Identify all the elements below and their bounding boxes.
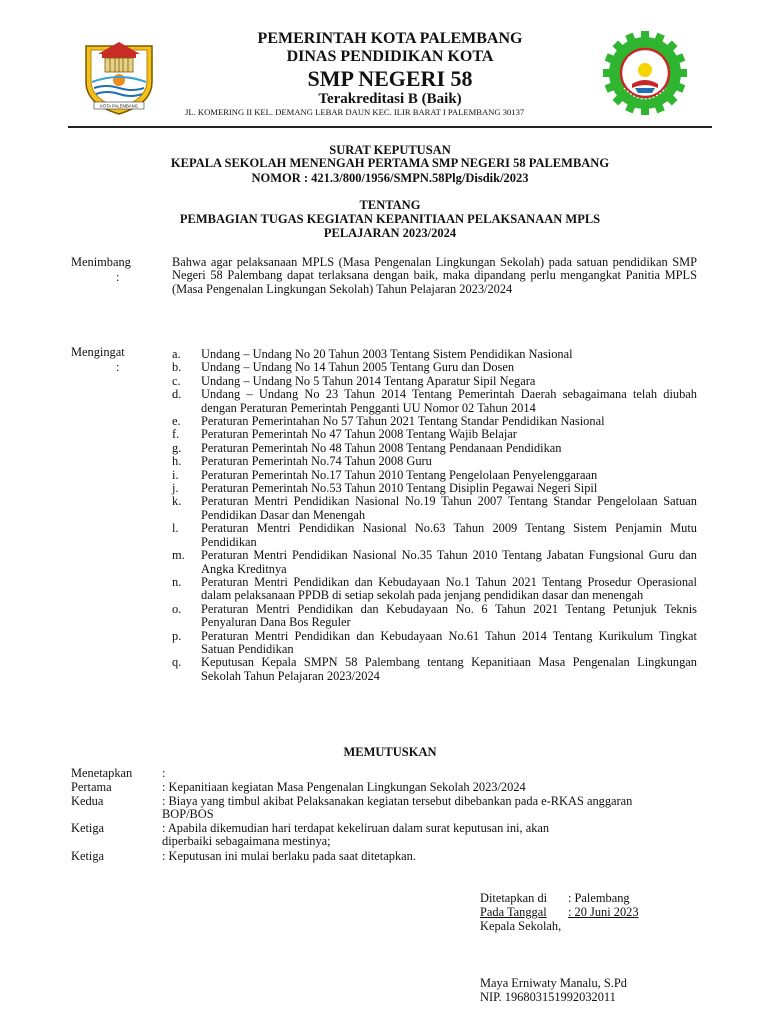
signature-place-label: Ditetapkan di	[480, 891, 548, 905]
mengingat-item-letter: d.	[172, 387, 182, 402]
mengingat-item-letter: o.	[172, 601, 182, 616]
menimbang-label: Menimbang	[71, 255, 131, 269]
mengingat-item	[172, 361, 697, 374]
mengingat-item-letter: a.	[172, 347, 181, 361]
header-dept-line: DINAS PENDIDIKAN KOTA	[286, 48, 494, 65]
kedua-text: : Biaya yang timbul akibat Pelaksanakan kegiatan tersebut dibebankan pada e-RKAS anggaran BOP/BOS	[162, 794, 633, 822]
mengingat-item-letter: k.	[172, 494, 182, 509]
mengingat-item	[172, 375, 697, 388]
ketiga-2-label: Ketiga	[71, 849, 105, 863]
ketiga-1-label: Ketiga	[71, 821, 105, 835]
mengingat-item	[172, 388, 697, 415]
mengingat-item-letter: j.	[172, 481, 179, 496]
header-school-name: SMP NEGERI 58	[307, 66, 473, 91]
doc-about-label: TENTANG	[359, 198, 421, 212]
mengingat-item-letter: g.	[172, 440, 182, 455]
mengingat-item	[172, 428, 697, 441]
mengingat-colon: :	[116, 360, 120, 374]
mengingat-item-text: Peraturan Pemerintah No 47 Tahun 2008 Tentang Wajib Belajar	[201, 427, 517, 442]
mengingat-item-text: Peraturan Mentri Pendidikan Nasional No.19 Tahun 2007 Tentang Standar Pengelolaan Satuan Pendidikan Dasar dan Menengah	[201, 494, 697, 522]
mengingat-item-text: Peraturan Mentri Pendidikan dan Kebudayaan No.61 Tahun 2014 Tentang Kurikulum Tingkat Satuan Pendidikan	[201, 628, 697, 656]
menetapkan-text: :	[162, 766, 166, 780]
doc-number: NOMOR : 421.3/800/1956/SMPN.58Plg/Disdik/2023	[251, 171, 529, 185]
doc-issuer-title: KEPALA SEKOLAH MENENGAH PERTAMA SMP NEGERI 58 PALEMBANG	[170, 156, 610, 170]
mengingat-item-text: Peraturan Mentri Pendidikan Nasional No.35 Tahun 2010 Tentang Jabatan Fungsional Guru dan Angka Kreditnya	[201, 548, 697, 576]
memutuskan-heading: MEMUTUSKAN	[343, 745, 437, 759]
mengingat-item-letter: b.	[172, 360, 182, 375]
signatory-name: Maya Erniwaty Manalu, S.Pd	[480, 976, 627, 990]
mengingat-item	[172, 469, 697, 482]
mengingat-item	[172, 482, 697, 495]
mengingat-item-letter: q.	[172, 655, 182, 670]
doc-type-title: SURAT KEPUTUSAN	[329, 143, 451, 157]
mengingat-item	[172, 455, 697, 468]
mengingat-item	[172, 348, 697, 361]
mengingat-item-text: Peraturan Mentri Pendidikan Nasional No.63 Tahun 2009 Tentang Sistem Penjamin Mutu Pendidikan	[201, 521, 697, 549]
signature-role: Kepala Sekolah,	[480, 919, 562, 933]
mengingat-item-letter: h.	[172, 454, 182, 469]
mengingat-item-text: Peraturan Pemerintah No.17 Tahun 2010 Tentang Pengelolaan Penyelenggaraan	[201, 467, 598, 482]
ketiga-1-text: : Apabila dikemudian hari terdapat kekeliruan dalam surat keputusan ini, akan diperbaiki sebagaimana mestinya;	[162, 821, 550, 849]
crest-ribbon-text: KOTA PALEMBANG	[100, 103, 138, 109]
signatory-nip: NIP. 196803151992032011	[480, 990, 616, 1004]
mengingat-item-text: Peraturan Mentri Pendidikan dan Kebudayaan No. 6 Tahun 2021 Tentang Petunjuk Teknis Penyaluran Dana Bos Reguler	[201, 601, 697, 630]
pertama-text: : Kepanitiaan kegiatan Masa Pengenalan Lingkungan Sekolah 2023/2024	[162, 780, 526, 794]
header-gov-line: PEMERINTAH KOTA PALEMBANG	[257, 30, 523, 47]
city-crest-logo	[80, 30, 158, 116]
signature-date-value: : 20 Juni 2023	[568, 905, 639, 919]
mengingat-list	[172, 348, 697, 683]
mengingat-item	[172, 495, 697, 522]
menimbang-colon: :	[116, 270, 120, 284]
mengingat-item-letter: p.	[172, 628, 182, 643]
mengingat-item	[172, 656, 697, 683]
mengingat-item-letter: f.	[172, 427, 180, 442]
mengingat-item-letter: i.	[172, 467, 179, 482]
signature-date-label: Pada Tanggal	[480, 905, 547, 919]
mengingat-item-letter: m.	[172, 548, 185, 563]
menimbang-text: Bahwa agar pelaksanaan MPLS (Masa Pengenalan Lingkungan Sekolah) pada satuan pendidikan SMP Negeri 58 Palembang dapat terlaksana dengan baik, maka dipandang perlu mengangkat Panitia MPLS (Masa Pengenalan Lingkungan Sekolah) Tahun Pelajaran 2023/2024	[172, 255, 697, 296]
mengingat-item-letter: c.	[172, 373, 181, 388]
mengingat-item-letter: e.	[172, 414, 181, 429]
doc-subject-line1: PEMBAGIAN TUGAS KEGIATAN KEPANITIAAN PELAKSANAAN MPLS	[179, 212, 601, 226]
signature-place-value: : Palembang	[568, 891, 630, 905]
school-gear-logo	[602, 30, 688, 116]
mengingat-item-text: Undang – Undang No 20 Tahun 2003 Tentang Sistem Pendidikan Nasional	[201, 347, 573, 361]
signature-block	[480, 891, 639, 933]
mengingat-item-text: Undang – Undang No 14 Tahun 2005 Tentang Guru dan Dosen	[201, 360, 515, 375]
header-address: JL. KOMERING II KEL. DEMANG LEBAR DAUN KEC. ILIR BARAT I PALEMBANG 30137	[185, 107, 525, 117]
mengingat-item-text: Peraturan Mentri Pendidikan dan Kebudayaan No.1 Tahun 2021 Tentang Prosedur Operasional dalam pelaksanaan PPDB di setiap sekolah pada jenjang pendidikan dasar dan menengah	[201, 574, 697, 603]
mengingat-item-text: Peraturan Pemerintahan No 57 Tahun 2021 Tentang Standar Pendidikan Nasional	[201, 414, 605, 429]
header-accreditation: Terakreditasi B (Baik)	[318, 91, 462, 107]
mengingat-item-text: Undang – Undang No 23 Tahun 2014 Tentang Pemerintah Daerah sebagaimana telah diubah dengan Peraturan Pemerintah Pengganti UU Nomor 02 Tahun 2014	[201, 387, 697, 415]
mengingat-item-text: Keputusan Kepala SMPN 58 Palembang tentang Kepanitiaan Masa Pengenalan Lingkungan Sekolah Tahun Pelajaran 2023/2024	[201, 655, 697, 683]
mengingat-item	[172, 630, 697, 657]
mengingat-item	[172, 576, 697, 603]
mengingat-label: Mengingat	[71, 345, 125, 359]
ketiga-2-text: : Keputusan ini mulai berlaku pada saat ditetapkan.	[162, 849, 416, 863]
mengingat-item	[172, 522, 697, 549]
mengingat-item	[172, 415, 697, 428]
header-divider	[68, 126, 712, 128]
signature-place-row	[480, 891, 639, 905]
mengingat-item-text: Peraturan Pemerintah No 48 Tahun 2008 Tentang Pendanaan Pendidikan	[201, 440, 562, 455]
mengingat-item-letter: l.	[172, 521, 179, 536]
mengingat-item	[172, 442, 697, 455]
kedua-label: Kedua	[71, 794, 104, 808]
mengingat-item	[172, 549, 697, 576]
mengingat-item-text: Peraturan Pemerintah No.74 Tahun 2008 Guru	[201, 454, 432, 469]
pertama-label: Pertama	[71, 780, 112, 794]
doc-subject-line2: PELAJARAN 2023/2024	[323, 226, 457, 240]
mengingat-item-letter: n.	[172, 574, 182, 589]
mengingat-item-text: Undang – Undang No 5 Tahun 2014 Tentang Aparatur Sipil Negara	[201, 373, 536, 388]
mengingat-item	[172, 603, 697, 630]
signature-date-row	[480, 905, 639, 919]
mengingat-item-text: Peraturan Pemerintah No.53 Tahun 2010 Tentang Disiplin Pegawai Negeri Sipil	[201, 481, 598, 496]
menetapkan-label: Menetapkan	[71, 766, 133, 780]
